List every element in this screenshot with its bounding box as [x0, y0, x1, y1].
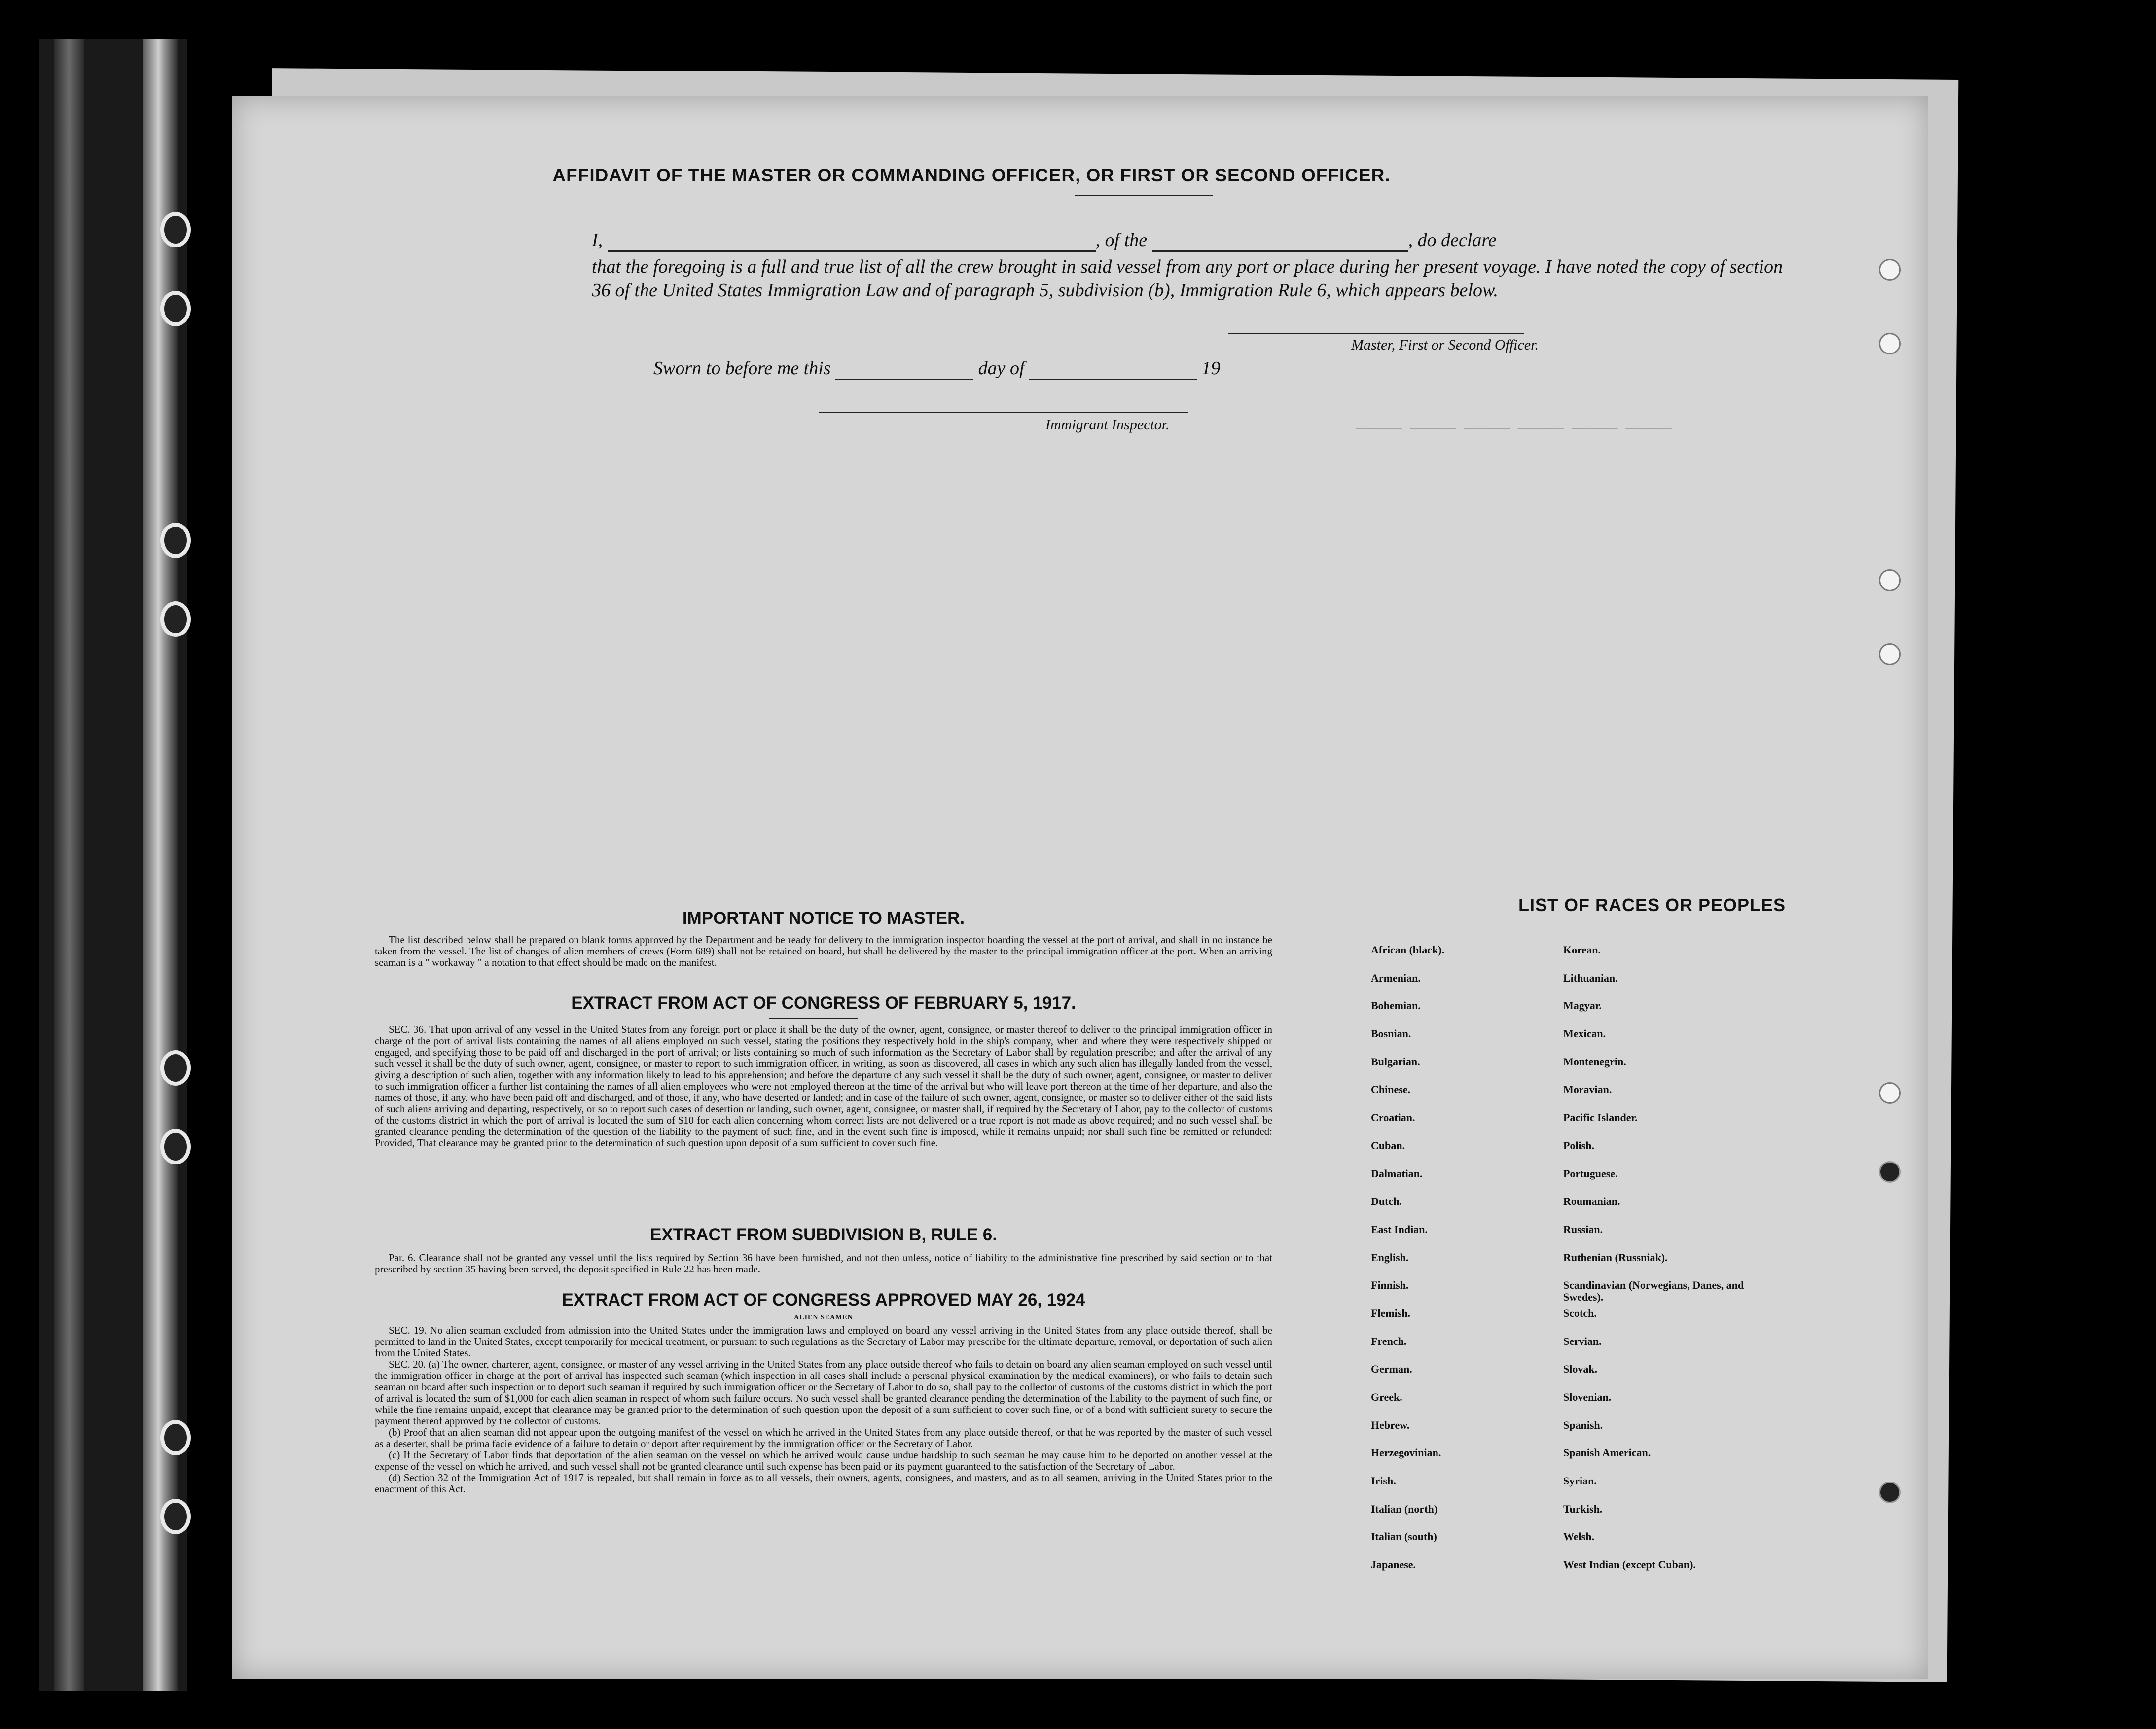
race-item: Dutch. [1371, 1195, 1402, 1208]
race-item: Turkish. [1563, 1502, 1603, 1515]
title-rule [1075, 195, 1213, 196]
race-item: Cuban. [1371, 1139, 1405, 1152]
race-item: Magyar. [1563, 999, 1602, 1012]
signature-line[interactable] [1228, 333, 1524, 334]
punch-hole [1879, 333, 1901, 354]
race-item: Moravian. [1563, 1083, 1612, 1096]
race-item: Roumanian. [1563, 1195, 1620, 1208]
declaration-prefix: I, [592, 230, 603, 250]
sworn-year-label: 19 [1201, 358, 1221, 379]
binder-ring [160, 523, 191, 558]
master-caption: Master, First or Second Officer. [1351, 337, 1539, 353]
sworn-line [653, 356, 1221, 380]
binder-edge [54, 39, 84, 1691]
race-item: Portuguese. [1563, 1167, 1618, 1180]
race-item: Korean. [1563, 944, 1601, 956]
extract-rule6-text: Par. 6. Clearance shall not be granted any vessel until the lists required by Section 36 have been furnished, and not then unless, notice of liability to the administrative fine prescribed by said section or to that prescribed by section 35 having been served, the deposit specified in Rule 22 has been made. [375, 1252, 1272, 1275]
race-item: Spanish American. [1563, 1447, 1651, 1459]
binder-ring [160, 1129, 191, 1164]
binder-strip [39, 39, 187, 1691]
race-item: Lithuanian. [1563, 971, 1618, 984]
vessel-name-field[interactable] [1152, 233, 1408, 252]
race-item: Flemish. [1371, 1306, 1411, 1319]
race-item: Slovak. [1563, 1363, 1598, 1376]
extract-1924-subtitle: ALIEN SEAMEN [794, 1314, 853, 1321]
binder-ring [160, 1499, 191, 1534]
affidavit-title: AFFIDAVIT OF THE MASTER OR COMMANDING OFFICER, OR FIRST OR SECOND OFFICER. [552, 165, 1391, 185]
race-item: Dalmatian. [1371, 1167, 1423, 1180]
race-item: Croatian. [1371, 1111, 1415, 1124]
race-item: Finnish. [1371, 1279, 1409, 1292]
extract-1924-paragraph: SEC. 20. (a) The owner, charterer, agent, consignee, or master of any vessel arriving in the United States from any place outside thereof who fails to detain on board any alien seaman employed on such vessel until the immigration officer in charge at the port of arrival has inspected such seaman (which inspection in all cases shall include a personal physical examination by the medical examiners), or who fails to detain such seaman on board after such inspection or to deport such seaman if required by such immigration officer or the Secretary of Labor to do so, shall pay to the collector of customs of the customs district in which the port of arrival is located the sum of $1,000 for each alien seaman in respect of whom such failure occurs. No such vessel shall be granted clearance pending the determination of the liability to the payment of such fine, or while the fine remains unpaid, except that clearance may be granted prior to the determination of such question upon the deposit of a sum sufficient to cover such fine, or of a bond with sufficient surety to secure the payment thereof approved by the collector of customs. [375, 1358, 1272, 1427]
race-item: Scandinavian (Norwegians, Danes, and Swedes). [1563, 1279, 1744, 1304]
extract-1917-text: SEC. 36. That upon arrival of any vessel in the United States from any foreign port or place it shall be the duty of the owner, agent, consignee, or master thereof to deliver to the principal immigration officer in charge of the port of arrival lists containing the names of all aliens employed on such vessel, stating the positions they respectively hold in the ship's company, when and where they were respectively shipped or engaged, and specifying those to be paid off and discharged in the port of arrival; or lists containing so much of such information as the Secretary of Labor shall by regulation prescribe; and after the arrival of any such vessel it shall be the duty of such owner, agent, consignee, or master to report to such immigration officer, in writing, as soon as discovered, all cases in which any such alien has illegally landed from the vessel, giving a description of such alien, together with any information likely to lead to his apprehension; and before the departure of any such vessel it shall be the duty of such owner, agent, consignee, or master to deliver to such immigration officer a further list containing the names of all alien employees who were not employed thereon at the time of the arrival but who will leave port thereon at the time of her departure, and also the names of those, if any, who have been paid off and discharged, and of those, if any, who have deserted or landed; and in case of the failure of such owner, agent, consignee, or master so to deliver either of the said lists of such aliens arriving and departing, respectively, or so to report such cases of desertion or landing, such owner, agent, consignee, or master shall, if required by the Secretary of Labor, pay to the collector of customs of the customs district in which the port of arrival is located the sum of $10 for each alien concerning whom correct lists are not delivered or a true report is not made as above required; and no such vessel shall be granted clearance pending the determination of the question of the liability to the payment of such fine, and in the event such fine is imposed, while it remains unpaid; nor shall such fine be remitted or refunded: Provided, That clearance may be granted prior to the determination of such question upon deposit of a sum sufficient to cover such fine. [375, 1023, 1272, 1149]
race-item: Greek. [1371, 1391, 1402, 1403]
sworn-prefix: Sworn to before me this [653, 358, 831, 379]
punch-hole [1879, 569, 1901, 591]
race-item: Japanese. [1371, 1558, 1416, 1571]
race-item: East Indian. [1371, 1223, 1428, 1235]
races-title: LIST OF RACES OR PEOPLES [1518, 895, 1786, 915]
race-item: Bosnian. [1371, 1027, 1411, 1040]
race-item: West Indian (except Cuban). [1563, 1558, 1696, 1571]
punch-hole [1879, 1482, 1901, 1503]
binder-ring [160, 1420, 191, 1455]
extract-1917-title: EXTRACT FROM ACT OF CONGRESS OF FEBRUARY 5, 1917. [571, 993, 1076, 1013]
binder-ring [160, 212, 191, 247]
punch-hole [1879, 1161, 1901, 1183]
notice-text: The list described below shall be prepared on blank forms approved by the Department and be ready for delivery to the immigration inspector boarding the vessel at the port of arrival, and shall in no instance be taken from the vessel. The list of changes of alien members of crews (Form 689) shall not be retained on board, but shall be delivered by the master to the principal immigration officer at the port. When an arriving seaman is a " workaway " a notation to that effect should be made on the manifest. [375, 934, 1272, 968]
extract-1924-title: EXTRACT FROM ACT OF CONGRESS APPROVED MAY 26, 1924 [562, 1290, 1085, 1309]
race-item: Pacific Islander. [1563, 1111, 1638, 1124]
extract-1924-paragraph: (b) Proof that an alien seaman did not appear upon the outgoing manifest of the vessel on which he arrived in the United States from any place outside thereof, or that he was reported by the master of such vessel as a deserter, shall be prima facie evidence of a failure to detain or deport after requirement by the immigration officer or the Secretary of Labor. [375, 1426, 1272, 1449]
race-item: Scotch. [1563, 1306, 1597, 1319]
race-item: Montenegrin. [1563, 1055, 1626, 1068]
race-item: German. [1371, 1363, 1412, 1376]
inspector-signature-line[interactable] [819, 412, 1188, 413]
binder-ring [160, 1050, 191, 1086]
race-item: Syrian. [1563, 1475, 1597, 1487]
race-item: Servian. [1563, 1335, 1602, 1347]
officer-name-field[interactable] [608, 233, 1096, 252]
race-item: Italian (south) [1371, 1530, 1437, 1543]
extract-1924-paragraph: (c) If the Secretary of Labor finds that deportation of the alien seaman on the vessel on which he arrived would cause undue hardship to such seaman he may cause him to be deported on another vessel at the expense of the vessel on which he arrived, and such vessel shall not be granted clearance until such expense has been paid or its payment guaranteed to the satisfaction of the Secretary of Labor. [375, 1449, 1272, 1472]
race-item: Ruthenian (Russniak). [1563, 1251, 1668, 1264]
race-item: English. [1371, 1251, 1409, 1264]
sworn-day-label: day of [978, 358, 1025, 379]
declaration-mid: , of the [1095, 230, 1148, 250]
sworn-month-field[interactable] [1029, 361, 1197, 380]
extract-1917-rule [769, 1018, 858, 1019]
race-item: Bulgarian. [1371, 1055, 1420, 1068]
declaration-suffix: , do declare [1408, 230, 1497, 250]
race-item: African (black). [1371, 944, 1445, 956]
race-item: Hebrew. [1371, 1418, 1410, 1431]
race-item: Russian. [1563, 1223, 1603, 1235]
binder-ring [160, 291, 191, 326]
extract-1924-paragraph: (d) Section 32 of the Immigration Act of 1917 is repealed, but shall remain in force as to all vessels, their owners, agents, consignees, and masters, and as to all seamen, arriving in the United States prior to the enactment of this Act. [375, 1472, 1272, 1495]
bleed-through-texture: ────── ────── ────── ────── ────── ────── [1356, 422, 1672, 436]
races-left-column [1371, 944, 1558, 1587]
races-right-column [1563, 944, 1770, 1587]
punch-hole [1879, 1082, 1901, 1104]
affidavit-declaration-line [592, 228, 1497, 252]
extract-rule6-title: EXTRACT FROM SUBDIVISION B, RULE 6. [650, 1225, 997, 1244]
race-item: Spanish. [1563, 1418, 1603, 1431]
affidavit-body: that the foregoing is a full and true list of all the crew brought in said vessel from any port or place during her present voyage. I have noted the copy of section 36 of the United States Immigration Law and of paragraph 5, subdivision (b), Immigration Rule 6, which appears below. [592, 256, 1783, 301]
punch-hole [1879, 643, 1901, 665]
race-item: Welsh. [1563, 1530, 1594, 1543]
race-item: Herzegovinian. [1371, 1447, 1441, 1459]
race-item: Polish. [1563, 1139, 1594, 1152]
race-item: French. [1371, 1335, 1407, 1347]
extract-1924-paragraph: SEC. 19. No alien seaman excluded from admission into the United States under the immigration laws and employed on board any vessel arriving in the United States from any place outside thereof, shall be permitted to land in the United States, except temporarily for medical treatment, or pursuant to such regulations as the Secretary of Labor may prescribe for the ultimate departure, removal, or deportation of such alien from the United States. [375, 1324, 1272, 1359]
race-item: Slovenian. [1563, 1391, 1612, 1403]
race-item: Bohemian. [1371, 999, 1421, 1012]
race-item: Irish. [1371, 1475, 1396, 1487]
race-item: Armenian. [1371, 971, 1421, 984]
punch-hole [1879, 259, 1901, 281]
extract-1924-text [375, 1325, 1272, 1495]
sworn-date-field[interactable] [835, 361, 973, 380]
notice-title: IMPORTANT NOTICE TO MASTER. [682, 909, 965, 928]
binder-ring [160, 601, 191, 637]
form-sheet [232, 96, 1928, 1679]
inspector-caption: Immigrant Inspector. [1045, 417, 1170, 433]
race-item: Mexican. [1563, 1027, 1606, 1040]
race-item: Chinese. [1371, 1083, 1411, 1096]
race-item: Italian (north) [1371, 1502, 1438, 1515]
